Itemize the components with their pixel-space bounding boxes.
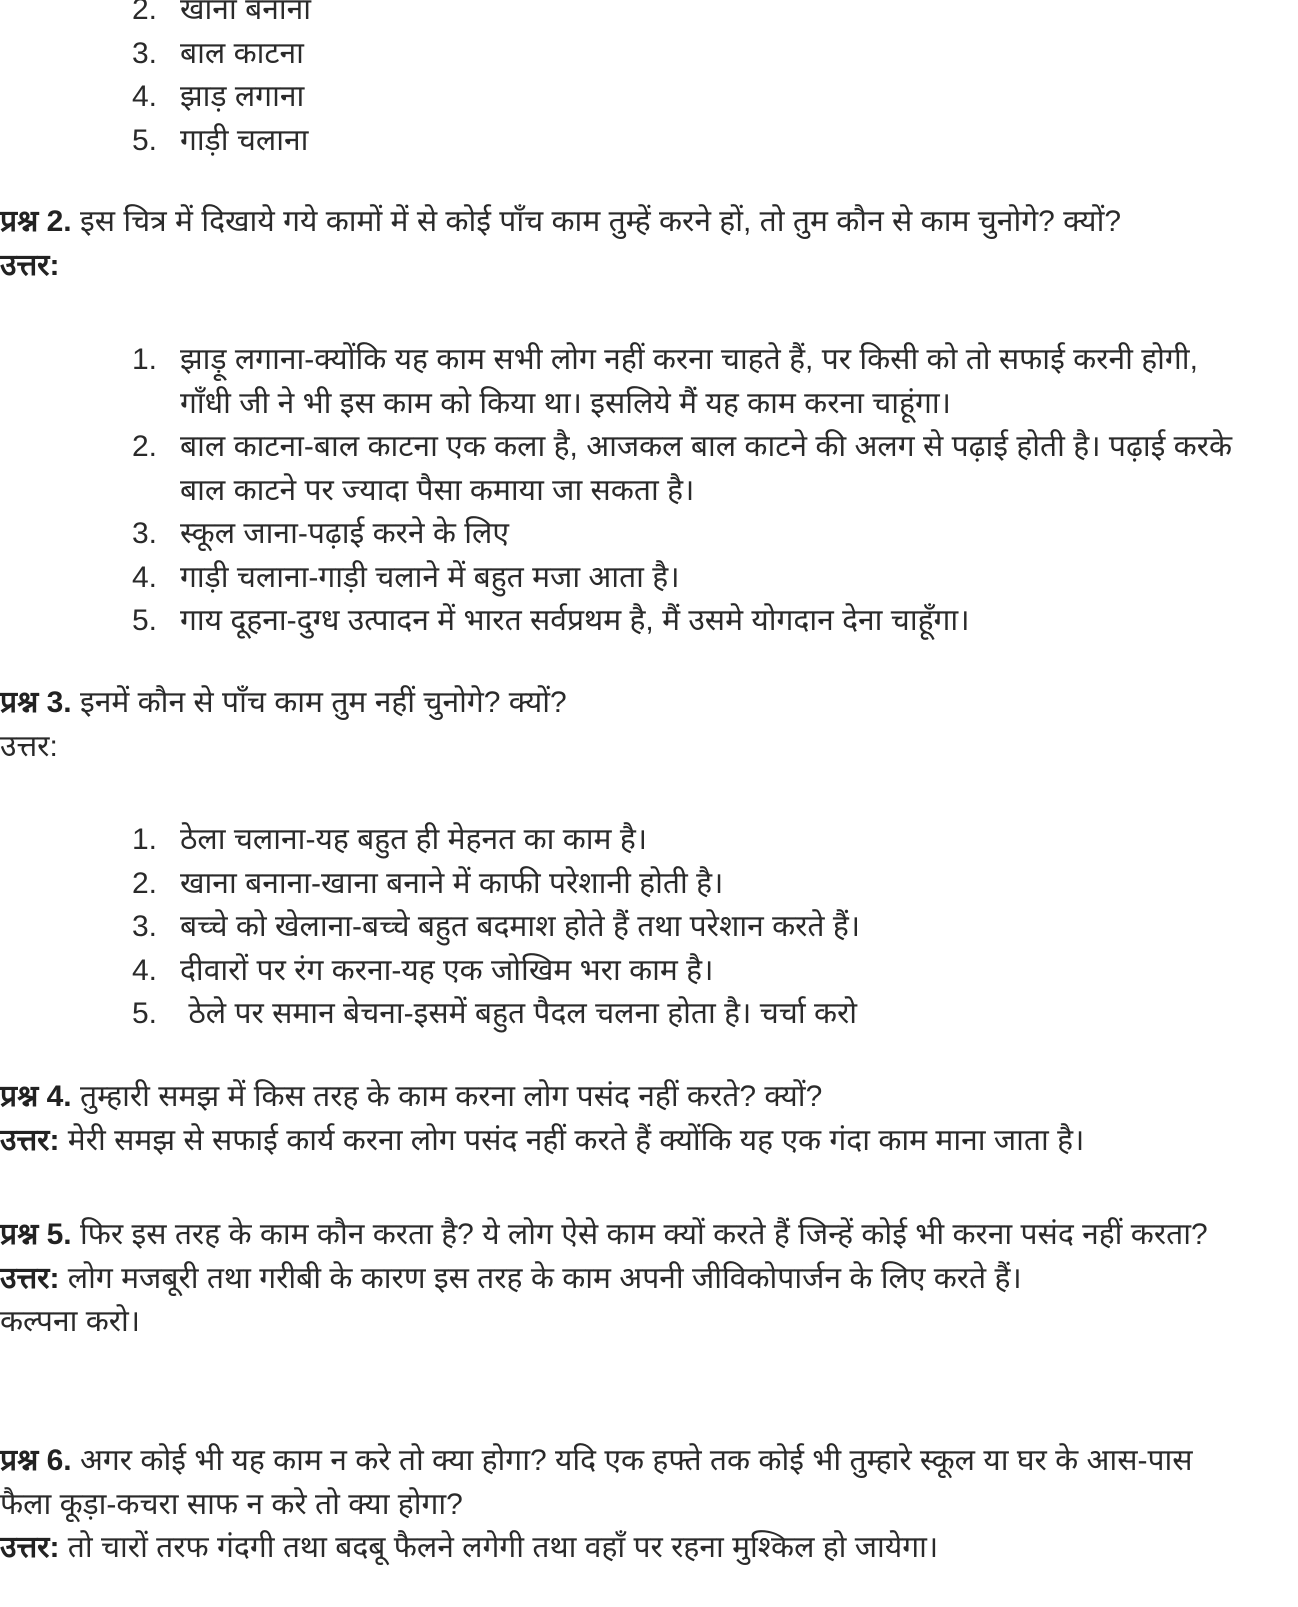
answer-text: तो चारों तरफ गंदगी तथा बदबू फैलने लगेगी तथा वहाँ पर रहना मुश्किल हो जायेगा।	[67, 1531, 939, 1564]
item-text: खाना बनाना	[180, 0, 312, 26]
item-text: बाल काटना-बाल काटना एक कला है, आजकल बाल काटने की अलग से पढ़ाई होती है। पढ़ाई करके बाल काटने पर ज्यादा पैसा कमाया जा सकता है।	[180, 430, 1233, 507]
list-item	[0, 425, 1275, 512]
item-number: 4.	[132, 560, 158, 594]
answer-label: उत्तर:	[0, 1123, 60, 1157]
list-item	[0, 818, 1275, 862]
question-6	[0, 1439, 1240, 1570]
item-number: 2.	[132, 866, 158, 900]
question-5	[0, 1213, 1240, 1344]
item-number: 2.	[132, 0, 158, 26]
answer-text: लोग मजबूरी तथा गरीबी के कारण इस तरह के काम अपनी जीविकोपार्जन के लिए करते हैं।	[67, 1261, 1022, 1295]
list-item	[0, 119, 1275, 163]
item-text: गाड़ी चलाना-गाड़ी चलाने में बहुत मजा आता है।	[180, 560, 680, 594]
item-number: 5.	[132, 604, 158, 637]
question-text: तुम्हारी समझ में किस तरह के काम करना लोग पसंद नहीं करते? क्यों?	[79, 1080, 823, 1113]
item-number: 5.	[132, 123, 158, 157]
question-text: इस चित्र में दिखाये गये कामों में से कोई पाँच काम तुम्हें करने हों, तो तुम कौन से काम चुनोगे? क्यों?	[79, 205, 1122, 238]
top-list	[0, 0, 1275, 162]
answer-2-list	[0, 338, 1275, 643]
item-text: दीवारों पर रंग करना-यह एक जोखिम भरा काम है।	[180, 953, 714, 987]
list-item	[0, 338, 1275, 425]
question-label: प्रश्न 6.	[0, 1444, 72, 1477]
item-number: 3.	[132, 36, 158, 70]
item-number: 1.	[132, 823, 158, 856]
list-item	[0, 992, 1275, 1036]
item-number: 5.	[132, 997, 158, 1030]
list-item	[0, 0, 1275, 32]
answer-3-list	[0, 818, 1275, 1036]
item-text: खाना बनाना-खाना बनाने में काफी परेशानी होती है।	[180, 866, 724, 900]
list-item	[0, 32, 1275, 76]
list-item	[0, 949, 1275, 993]
list-item	[0, 905, 1275, 949]
list-item	[0, 599, 1275, 643]
question-text: फिर इस तरह के काम कौन करता है? ये लोग ऐसे काम क्यों करते हैं जिन्हें कोई भी करना पसंद नहीं करता?	[79, 1218, 1208, 1251]
item-text: बाल काटना	[180, 36, 304, 70]
item-number: 4.	[132, 953, 158, 987]
item-text: स्कूल जाना-पढ़ाई करने के लिए	[180, 517, 509, 550]
item-text: झाड़ लगाना	[180, 80, 305, 113]
question-label: प्रश्न 4.	[0, 1080, 72, 1113]
item-number: 3.	[132, 910, 158, 943]
item-text: गाड़ी चलाना	[180, 123, 309, 157]
item-text: ठेले पर समान बेचना-इसमें बहुत पैदल चलना होता है। चर्चा करो	[180, 997, 858, 1030]
question-label: प्रश्न 3.	[0, 686, 72, 719]
question-2	[0, 200, 1275, 287]
question-4	[0, 1075, 1275, 1162]
item-number: 3.	[132, 517, 158, 550]
answer-label: उत्तर:	[0, 729, 58, 763]
answer-label: उत्तर:	[0, 1261, 60, 1295]
question-3	[0, 681, 1275, 768]
answer-text: मेरी समझ से सफाई कार्य करना लोग पसंद नहीं करते हैं क्योंकि यह एक गंदा काम माना जाता है।	[67, 1123, 1085, 1157]
list-item	[0, 75, 1275, 119]
answer-label: उत्तर:	[0, 1531, 60, 1564]
question-text: इनमें कौन से पाँच काम तुम नहीं चुनोगे? क्यों?	[79, 686, 567, 719]
list-item	[0, 512, 1275, 556]
answer-label: उत्तर:	[0, 248, 60, 282]
item-text: बच्चे को खेलाना-बच्चे बहुत बदमाश होते हैं तथा परेशान करते हैं।	[180, 910, 861, 943]
question-text: अगर कोई भी यह काम न करे तो क्या होगा? यदि एक हफ्ते तक कोई भी तुम्हारे स्कूल या घर के आस-पास फैला कूड़ा-कचरा साफ न करे तो क्या होगा?	[0, 1444, 1193, 1521]
item-text: ठेला चलाना-यह बहुत ही मेहनत का काम है।	[180, 823, 648, 856]
list-item	[0, 556, 1275, 600]
item-number: 1.	[132, 343, 158, 376]
item-text: गाय दूहना-दुग्ध उत्पादन में भारत सर्वप्रथम है, मैं उसमे योगदान देना चाहूँगा।	[180, 604, 970, 637]
item-text: झाड़ू लगाना-क्योंकि यह काम सभी लोग नहीं करना चाहते हैं, पर किसी को तो सफाई करनी होगी, गाँधी जी ने भी इस काम को किया था। इसलिये मैं यह काम करना चाहूंगा।	[180, 343, 1198, 420]
list-item	[0, 862, 1275, 906]
question-label: प्रश्न 5.	[0, 1218, 72, 1251]
item-number: 4.	[132, 80, 158, 113]
item-number: 2.	[132, 430, 158, 463]
section-heading: कल्पना करो।	[0, 1305, 141, 1338]
question-label: प्रश्न 2.	[0, 205, 72, 238]
